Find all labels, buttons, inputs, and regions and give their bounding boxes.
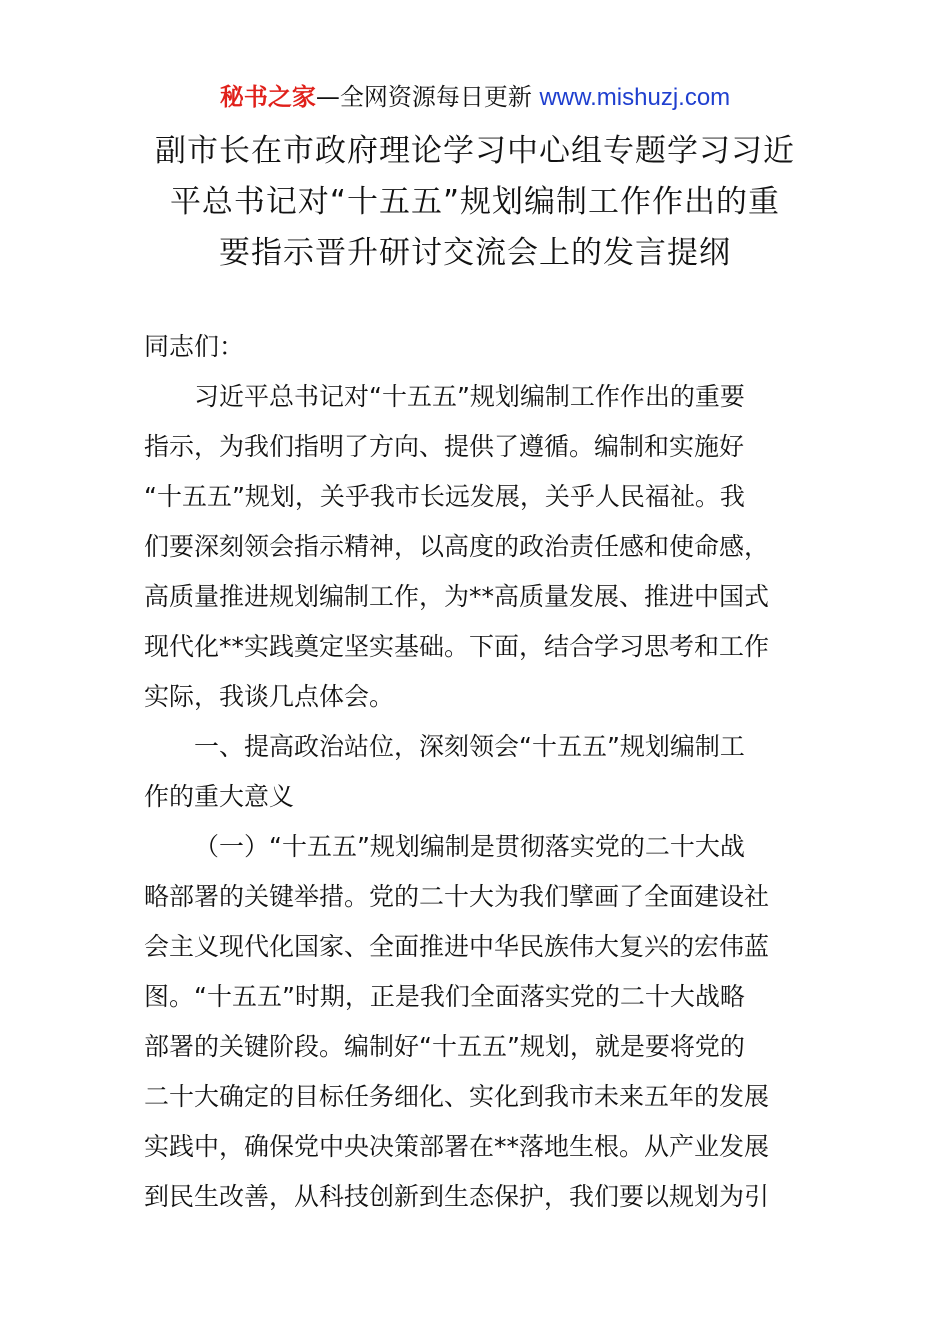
paragraph-line: 实际，我谈几点体会。 bbox=[144, 682, 395, 711]
paragraph-line: 现代化**实践奠定坚实基础。下面，结合学习思考和工作 bbox=[144, 632, 770, 661]
site-url[interactable]: www.mishuzj.com bbox=[539, 84, 731, 111]
title-line: 副市长在市政府理论学习中心组专题学习习近 bbox=[155, 133, 795, 169]
paragraph-1 bbox=[144, 372, 808, 722]
paragraph-line: “十五五”规划，关乎我市长远发展，关乎人民福祉。我 bbox=[144, 482, 745, 511]
paragraph-line: （一）“十五五”规划编制是贯彻落实党的二十大战 bbox=[194, 832, 745, 861]
heading-line: 作的重大意义 bbox=[144, 782, 295, 811]
paragraph-line: 们要深刻领会指示精神，以高度的政治责任感和使命感， bbox=[144, 532, 770, 561]
greeting: 同志们： bbox=[144, 332, 245, 361]
paragraph-line: 二十大确定的目标任务细化、实化到我市未来五年的发展 bbox=[144, 1082, 770, 1111]
title-line: 要指示晋升研讨交流会上的发言提纲 bbox=[219, 235, 731, 271]
paragraph-line: 指示，为我们指明了方向、提供了遵循。编制和实施好 bbox=[144, 432, 745, 461]
paragraph-line: 高质量推进规划编制工作，为**高质量发展、推进中国式 bbox=[144, 582, 770, 611]
paragraph-line: 图。“十五五”时期，正是我们全面落实党的二十大战略 bbox=[144, 982, 745, 1011]
document-body bbox=[144, 322, 808, 1222]
paragraph-2 bbox=[144, 822, 808, 1222]
header-tagline: —全网资源每日更新 bbox=[315, 83, 532, 111]
title-line: 平总书记对“十五五”规划编制工作作出的重 bbox=[169, 184, 781, 220]
heading-line: 一、提高政治站位，深刻领会“十五五”规划编制工 bbox=[194, 732, 745, 761]
paragraph-line: 到民生改善，从科技创新到生态保护，我们要以规划为引 bbox=[144, 1182, 770, 1211]
document-title bbox=[100, 126, 850, 279]
paragraph-line: 实践中，确保党中央决策部署在**落地生根。从产业发展 bbox=[144, 1132, 770, 1161]
section-heading-1 bbox=[144, 722, 808, 822]
paragraph-line: 会主义现代化国家、全面推进中华民族伟大复兴的宏伟蓝 bbox=[144, 932, 770, 961]
paragraph-line: 习近平总书记对“十五五”规划编制工作作出的重要 bbox=[194, 382, 745, 411]
site-header bbox=[0, 80, 950, 115]
brand-name: 秘书之家 bbox=[219, 83, 316, 111]
paragraph-line: 略部署的关键举措。党的二十大为我们擘画了全面建设社 bbox=[144, 882, 770, 911]
paragraph-line: 部署的关键阶段。编制好“十五五”规划，就是要将党的 bbox=[144, 1032, 745, 1061]
